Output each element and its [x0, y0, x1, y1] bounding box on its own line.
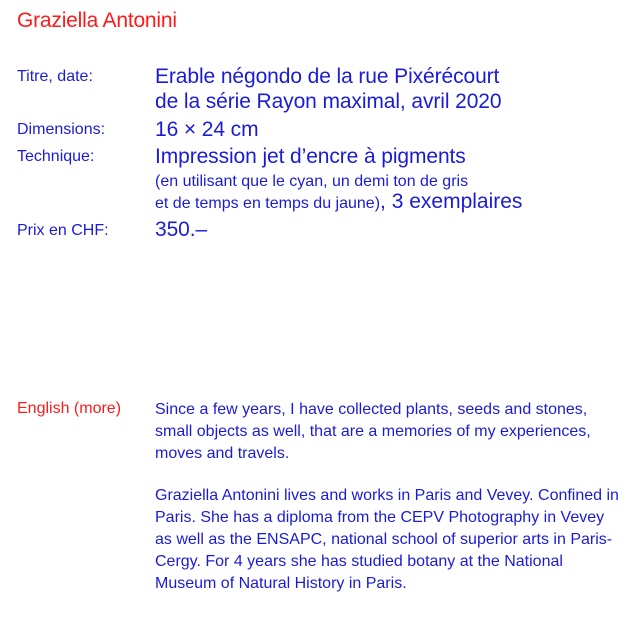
english-paragraph-1: Since a few years, I have collected plants, seeds and stones, small objects as well, that are a memories of my experiences, moves and travels. [155, 401, 591, 462]
title-line-2: de la série Rayon maximal, avril 2020 [155, 90, 502, 113]
technique-note-line-1: (en utilisant que le cyan, un demi ton de gris [155, 173, 469, 190]
english-more-link[interactable]: English (more) [17, 400, 122, 417]
dimensions-label: Dimensions: [17, 121, 106, 138]
title-label: Titre, date: [17, 68, 93, 85]
technique-copies: , 3 exemplaires [380, 190, 523, 213]
title-line-1: Erable négondo de la rue Pixérécourt [155, 65, 500, 88]
technique-value: Impression jet d’encre à pigments [155, 145, 466, 168]
technique-note-text: et de temps en temps du jaune) [155, 195, 381, 212]
dimensions-value: 16 × 24 cm [155, 118, 259, 141]
technique-note-line-2 [155, 192, 522, 214]
english-paragraph-2: Graziella Antonini lives and works in Paris and Vevey. Confined in Paris. She has a diploma from the CEPV Photography in Vevey as well as the ENSAPC, national school of superior arts in Paris-Cergy. For 4 years she has studied botany at the National Museum of Natural History in Paris. [155, 487, 619, 592]
artist-name: Graziella Antonini [17, 9, 177, 32]
technique-label: Technique: [17, 148, 95, 165]
price-value: 350.– [155, 218, 208, 241]
price-label: Prix en CHF: [17, 222, 109, 239]
